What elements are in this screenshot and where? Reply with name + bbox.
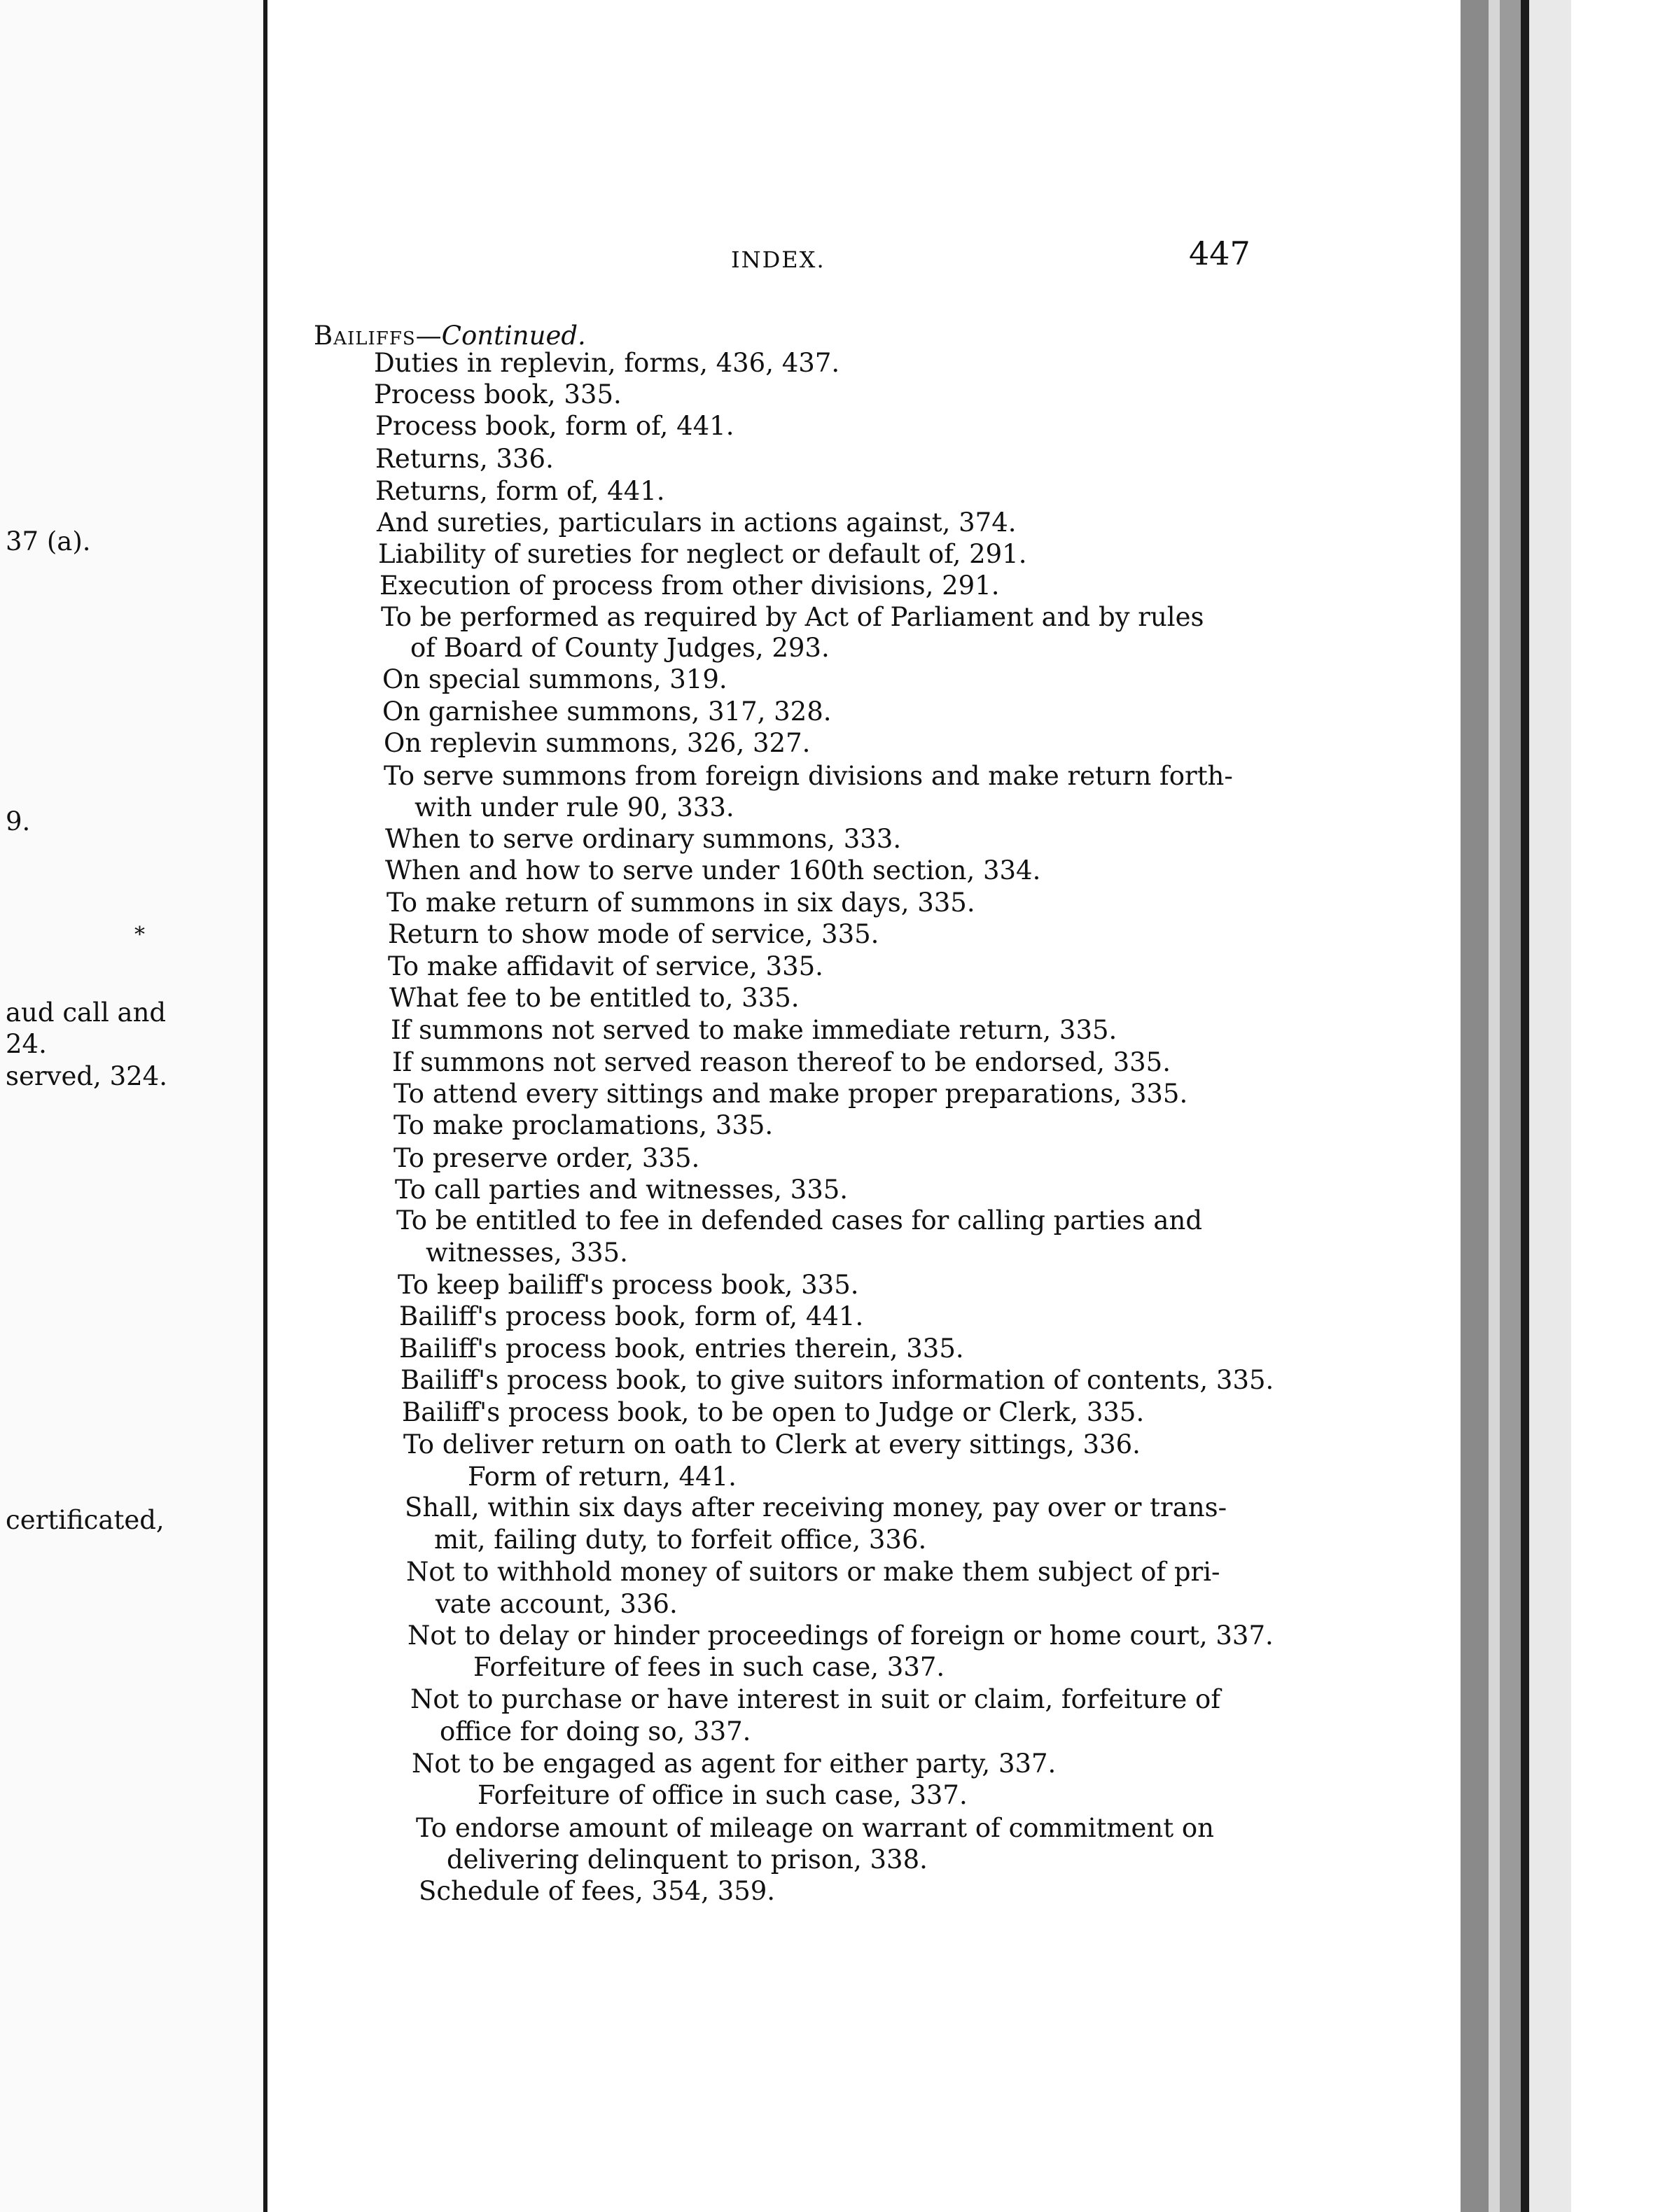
index-entry: Not to be engaged as agent for either party, 337. [412,1749,1057,1779]
index-entry: To endorse amount of mileage on warrant of commitment on [416,1813,1214,1843]
index-subentry: office for doing so, 337. [440,1716,751,1746]
facing-page-line: aud call and [6,997,167,1028]
index-entry: To keep bailiff's process book, 335. [398,1270,859,1300]
index-entry: On garnishee summons, 317, 328. [382,696,832,727]
index-entry: Returns, form of, 441. [375,476,665,506]
index-entry: Bailiff's process book, to be open to Judge or Clerk, 335. [402,1397,1145,1427]
index-entry: On replevin summons, 326, 327. [384,728,811,758]
heading-dash: — [415,321,442,351]
index-entry: To serve summons from foreign divisions and make return forth- [384,761,1233,791]
index-heading [314,321,586,351]
index-subentry: of Board of County Judges, 293. [410,633,830,663]
facing-page-line: 24. [6,1029,47,1059]
index-entry: Returns, 336. [375,444,554,474]
index-entry: To make return of summons in six days, 335. [386,888,975,918]
index-entry: Process book, form of, 441. [375,411,734,441]
index-entry: Process book, 335. [374,379,622,410]
page-number: 447 [1189,234,1250,272]
index-entry: To make affidavit of service, 335. [388,951,823,981]
facing-page-line: certificated, [6,1505,165,1535]
index-entry: If summons not served to make immediate return, 335. [391,1015,1117,1045]
index-entry: To be entitled to fee in defended cases for calling parties and [396,1205,1203,1236]
index-subentry: witnesses, 335. [426,1238,628,1268]
index-entry: Not to withhold money of suitors or make them subject of pri- [406,1557,1220,1587]
index-entry: Liability of sureties for neglect or default of, 291. [378,539,1027,569]
index-entry: Bailiff's process book, entries therein, 335. [399,1334,964,1364]
index-entry: When to serve ordinary summons, 333. [385,824,902,854]
index-entry: Execution of process from other divisions, 291. [379,570,1000,601]
index-entry: Not to delay or hinder proceedings of foreign or home court, 337. [407,1620,1274,1651]
index-entry: Not to purchase or have interest in suit or claim, forfeiture of [410,1684,1221,1714]
facing-page [0,0,267,2212]
index-entry: And sureties, particulars in actions against, 374. [377,507,1017,538]
index-subentry: vate account, 336. [436,1589,678,1619]
index-entry: Return to show mode of service, 335. [388,919,879,949]
index-entry: Schedule of fees, 354, 359. [419,1876,776,1906]
index-subentry: Forfeiture of fees in such case, 337. [473,1652,945,1682]
index-entry: What fee to be entitled to, 335. [389,983,800,1013]
index-subentry: Forfeiture of office in such case, 337. [478,1780,968,1810]
page-edge [1461,0,1672,2212]
index-entry: On special summons, 319. [382,664,727,694]
facing-page-line: served, 324. [6,1061,167,1091]
heading-continued: Continued. [441,321,586,351]
index-entry: Bailiff's process book, to give suitors information of contents, 335. [400,1365,1274,1395]
running-header: INDEX. [731,246,825,273]
index-entry: To make proclamations, 335. [393,1110,774,1140]
index-entry: Duties in replevin, forms, 436, 437. [374,348,840,378]
heading-word: Bailiffs [314,321,416,351]
facing-page-line: 37 (a). [6,526,91,556]
index-subentry: Form of return, 441. [468,1462,737,1492]
index-entry: To preserve order, 335. [393,1143,700,1173]
index-entry: To be performed as required by Act of Parliament and by rules [381,602,1204,632]
index-entry: To call parties and witnesses, 335. [395,1175,849,1205]
index-entry: Bailiff's process book, form of, 441. [399,1301,864,1331]
index-entry: To deliver return on oath to Clerk at every sittings, 336. [403,1429,1141,1460]
index-subentry: delivering delinquent to prison, 338. [447,1844,928,1875]
index-page [270,0,1461,2212]
facing-page-mark: * [134,923,145,947]
index-entry: To attend every sittings and make proper preparations, 335. [393,1079,1188,1109]
index-entry: If summons not served reason thereof to be endorsed, 335. [392,1047,1171,1077]
index-subentry: mit, failing duty, to forfeit office, 336. [434,1525,927,1555]
facing-page-line: 9. [6,806,31,836]
index-entry: Shall, within six days after receiving money, pay over or trans- [405,1492,1227,1522]
index-subentry: with under rule 90, 333. [414,792,734,822]
page-gutter [263,0,267,2212]
index-entry: When and how to serve under 160th section, 334. [385,855,1041,886]
